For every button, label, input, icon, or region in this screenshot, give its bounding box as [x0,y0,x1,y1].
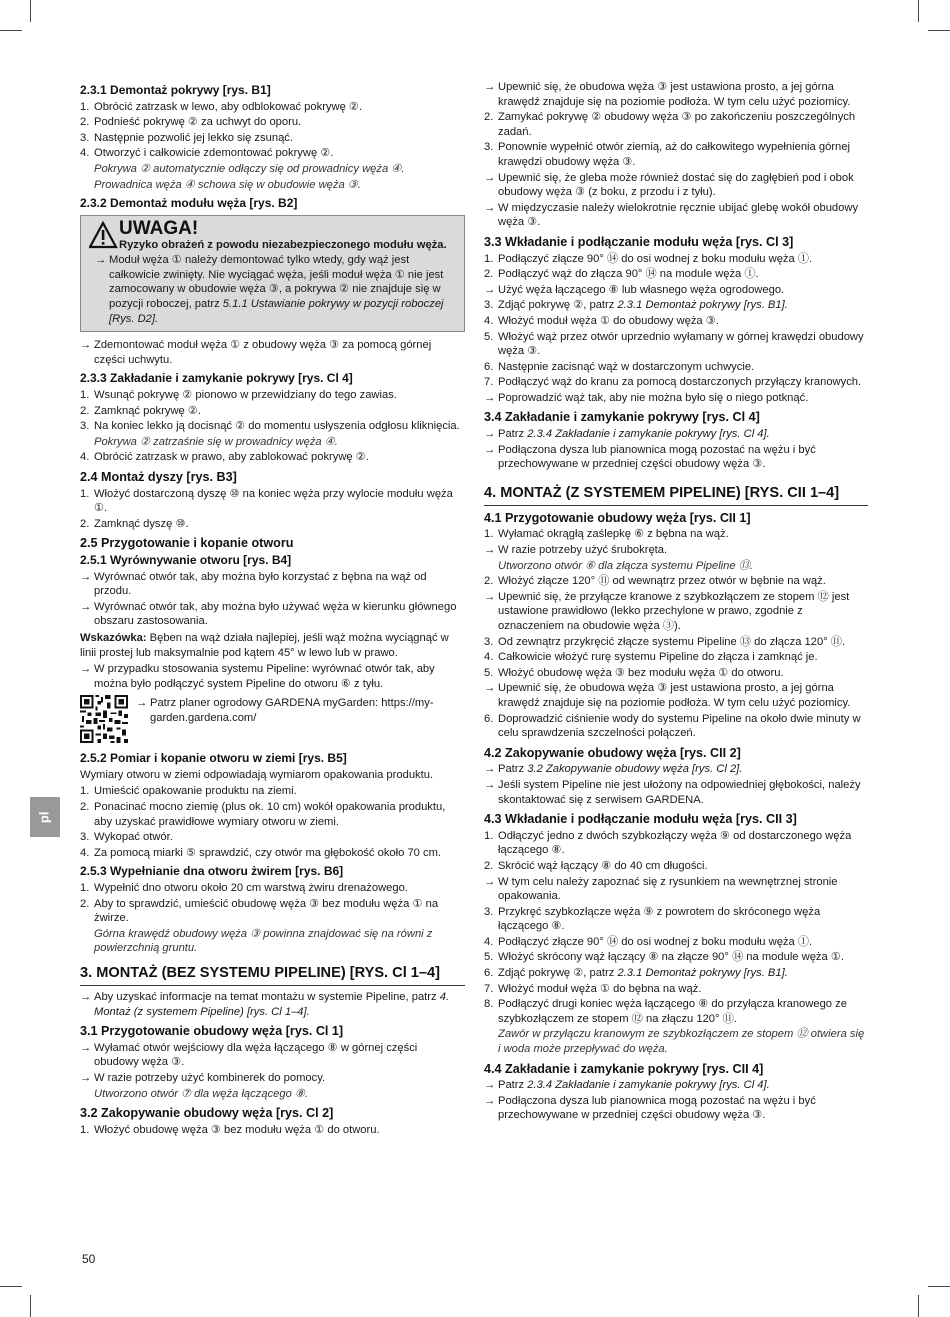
list-item: → W przypadku stosowania systemu Pipeline: wyrównać otwór tak, aby można było podłączyć system Pipeline do otworu ⑥ z tyłu. [80,663,435,690]
list-item: 1. Wypełnić dno otworu około 20 cm warstwą żwiru drenażowego. [80,882,408,895]
crop-mark [928,30,950,31]
list-item: 1. Wsunąć pokrywę ② pionowo w przewidziany do tego zawias. [80,389,397,401]
result-note: Pokrywa ② automatycznie odłączy się od prowadnicy węża ④. [94,162,405,175]
list-item: 3. Następnie pozwolić jej lekko się zsunąć. [80,131,293,144]
result-note: Utworzono otwór ⑥ dla złącza systemu Pipeline ⑬. [498,559,754,572]
warning-box [80,215,465,332]
cross-reference: 2.3.1 Demontaż pokrywy [rys. B1]. [617,299,788,312]
chapter-heading: 4. MONTAŻ (Z SYSTEMEM PIPELINE) [RYS. CII 1–4] [484,484,868,506]
list-item: 4. Włożyć moduł węża ① do obudowy węża ③. [484,314,719,327]
list-item: → Poprowadzić wąż tak, aby nie można było się o niego potknąć. [484,391,809,404]
cross-reference: 2.3.4 Zakładanie i zamykanie pokrywy [rys. Cl 4]. [527,428,770,441]
section-heading: 2.3.2 Demontaż modułu węża [rys. B2] [80,196,298,211]
list-item: 5. Włożyć wąż przez otwór uprzednio wyłamany w górnej krawędzi obudowy węża ③. [484,330,864,358]
list-item: 3. Ponownie wypełnić otwór ziemią, aż do całkowitego wypełnienia górnej krawędzi obudowy węża ③. [484,141,850,168]
list-item: 4. Otworzyć i całkowicie zdemontować pokrywę ②. [80,147,334,160]
section-heading: 4.2 Zakopywanie obudowy węża [rys. CII 2] [484,745,741,760]
mygarden-link[interactable]: Patrz planer ogrodowy GARDENA myGarden: https://my-garden.gardena.com/ [150,697,434,724]
warning-title: UWAGA! [119,217,199,239]
list-item: 7. Włożyć moduł węża ① do bębna na wąż. [484,982,702,995]
warning-triangle-icon [89,221,119,249]
warning-subtitle: Ryzyko obrażeń z powodu niezabezpieczonego modułu węża. [119,238,447,251]
cross-reference: 4. Montaż (z systemem Pipeline) [rys. Cl 1–4]. [94,991,450,1018]
list-item: → Zdemontować moduł węża ① z obudowy węża ③ za pomocą górnej części uchwytu. [80,339,432,366]
cross-reference: 5.1.1 Ustawianie pokrywy w pozycji roboczej [Rys. D2]. [109,298,444,325]
list-item: → Wyrównać otwór tak, aby można było korzystać z bębna na wąż od przodu. [80,570,427,598]
list-item: → W międzyczasie należy wielokrotnie ręcznie ubijać glebę wokół obudowy węża ③. [484,201,859,229]
list-item: 2. Aby to sprawdzić, umieścić obudowę węża ③ bez modułu węża ① na żwirze. [80,897,439,925]
language-tab: pl [30,797,60,837]
section-heading: 2.5.2 Pomiar i kopanie otworu w ziemi [rys. B5] [80,751,347,766]
list-item: 1. Podłączyć złącze 90° ⑭ do osi wodnej z boku modułu węża ①. [484,252,813,265]
list-item: → W razie potrzeby użyć śrubokręta. [484,544,668,557]
list-item: 2. Zamykać pokrywę ② obudowy węża ③ po zakończeniu poszczególnych zadań. [484,111,856,138]
section-heading: 4.3 Wkładanie i podłączanie modułu węża [rys. CII 3] [484,812,797,827]
list-item: → Patrz planer ogrodowy GARDENA myGarden: https://my-garden.gardena.com/ [136,696,465,742]
list-item: → Wyłamać otwór wejściowy dla węża łączącego ⑧ w górnej części obudowy węża ③. [80,1041,418,1069]
result-note: Utworzono otwór ⑦ dla węża łączącego ⑧. [94,1087,309,1100]
crop-mark [918,1295,919,1317]
list-item: 4. Obrócić zatrzask w prawo, aby zablokować pokrywę ②. [80,451,369,464]
list-item: → Użyć węża łączącego ⑧ lub własnego węża ogrodowego. [484,283,785,296]
list-item: → Podłączona dysza lub pianownica mogą pozostać na wężu i być przechowywane w przedniej części obudowy węża ③. [484,443,816,471]
list-item: 7. Podłączyć wąż do kranu za pomocą dostarczonych przyłączy kranowych. [484,376,862,389]
paragraph: Wymiary otworu w ziemi odpowiadają wymiarom opakowania produktu. [80,768,434,781]
result-note: Pokrywa ② zatrzaśnie się w prowadnicy węża ④. [94,435,338,448]
list-item: 3. Od zewnątrz przykręcić złącze systemu Pipeline ⑬ do złącza 120° ⑪. [484,635,846,648]
list-item: → W tym celu należy zapoznać się z rysunkiem na wewnętrznej stronie opakowania. [484,875,838,903]
list-item: 1. Umieścić opakowanie produktu na ziemi. [80,785,297,798]
list-item: → Upewnić się, że gleba może również dostać się do zagłębień pod i obok obudowy węża ③ (z boku, z przodu i z tyłu). [484,171,854,199]
list-item: 5. Włożyć skrócony wąż łączący ⑧ na złącze 90° ⑭ na module węża ①. [484,951,844,964]
list-item: 6. Doprowadzić ciśnienie wody do systemu Pipeline na około dwie minuty w celu sprawdzenia szczelności połączeń. [484,712,861,740]
list-item: → W razie potrzeby użyć kombinerek do pomocy. [80,1071,326,1084]
list-item: 1. Włożyć dostarczoną dyszę ⑩ na koniec węża przy wylocie modułu węża ①. [80,487,453,515]
list-item: → Patrz 2.3.4 Zakładanie i zamykanie pokrywy [rys. Cl 4]. [484,428,770,441]
list-item: → Upewnić się, że obudowa węża ③ jest ustawiona prosto, a jej górna krawędź znajduje się na poziomie podłoża. W tym celu użyć poziomicy. [484,81,851,108]
list-item: → Jeśli system Pipeline nie jest ułożony na odpowiedniej głębokości, należy skontaktować się z serwisem GARDENA. [484,778,861,806]
cross-reference: 3.2 Zakopywanie obudowy węża [rys. Cl 2]. [527,763,743,776]
list-item: 4. Podłączyć złącze 90° ⑭ do osi wodnej z boku modułu węża ①. [484,935,813,948]
list-item: 1. Włożyć obudowę węża ③ bez modułu węża ① do otworu. [80,1123,380,1136]
list-item: → Wyrównać otwór tak, aby można było używać węża w kierunku głównego obszaru zastosowania. [80,600,457,628]
list-item: 2. Włożyć złącze 120° ⑪ od wewnątrz przez otwór w bębnie na wąż. [484,575,826,588]
cross-reference: 2.3.4 Zakładanie i zamykanie pokrywy [rys. Cl 4]. [527,1079,770,1092]
list-item: → Aby uzyskać informacje na temat montażu w systemie Pipeline, patrz 4. Montaż (z systemem Pipeline) [rys. Cl 1–4]. [80,991,450,1018]
result-note: Prowadnica węża ④ schowa się w obudowie węża ③. [94,178,361,191]
section-heading: 4.4 Zakładanie i zamykanie pokrywy [rys. CII 4] [484,1061,764,1076]
result-note: Zawór w przyłączu kranowym ze szybkozłączem ze stopem ⑫ otwiera się i woda może przepływać do węża. [498,1028,865,1056]
crop-mark [928,1286,950,1287]
list-item: 2. Zamknąć pokrywę ②. [80,404,202,417]
section-heading: 2.4 Montaż dyszy [rys. B3] [80,469,237,484]
page-number: 50 [82,1252,96,1266]
qr-reference [80,695,465,743]
list-item: 6. Następnie zacisnąć wąż w dostarczonym uchwycie. [484,360,755,373]
list-item: 2. Skrócić wąż łączący ⑧ do 40 cm długości. [484,859,708,872]
list-item: → Patrz 2.3.4 Zakładanie i zamykanie pokrywy [rys. Cl 4]. [484,1079,770,1092]
list-item: 1. Wyłamać okrągłą zaślepkę ⑥ z bębna na wąż. [484,528,729,541]
right-column [484,79,868,1124]
warning-item: → Moduł węża ① należy demontować tylko wtedy, gdy wąż jest całkowicie zwinięty. Nie wyciągać węża, jeśli moduł węża ① nie jest zamocowany w obudowie węża ③, a pokrywa ② nie znajduje się w pozycji roboczej, patrz 5.1.1 Ustawianie pokrywy w pozycji roboczej [Rys. D2]. [95,254,444,325]
list-item: 1. Odłączyć jedno z dwóch szybkozłączy węża ⑨ od dostarczonego węża łączącego ⑧. [484,829,852,857]
list-item: 1. Obrócić zatrzask w lewo, aby odblokować pokrywę ②. [80,100,363,113]
list-item: → Upewnić się, że obudowa węża ③ jest ustawiona prosto, a jej górna krawędź znajduje się na poziomie podłoża. W tym celu użyć poziomicy. [484,682,851,709]
list-item: 2. Podnieść pokrywę ② za uchwyt do oporu. [80,116,302,129]
list-item: 8. Podłączyć drugi koniec węża łączącego ⑧ do przyłącza kranowego ze szybkozłączem ze stopem ⑫ na złączu 120° ⑪. [484,998,847,1025]
list-item: → Upewnić się, że przyłącze kranowe z szybkozłączem ze stopem ⑫ jest ustawione prawidłowo (lekko przechylone w prawo, zgodnie z oznaczeniem na obudowie węża ③). [484,590,850,632]
section-heading: 2.3.1 Demontaż pokrywy [rys. B1] [80,83,271,97]
qr-code-icon [80,695,128,743]
section-heading: 2.5 Przygotowanie i kopanie otworu [80,536,294,551]
crop-mark [0,30,22,31]
crop-mark [918,0,919,22]
list-item: 3. Zdjąć pokrywę ②, patrz 2.3.1 Demontaż pokrywy [rys. B1]. [484,299,788,312]
list-item: 6. Zdjąć pokrywę ②, patrz 2.3.1 Demontaż pokrywy [rys. B1]. [484,967,788,980]
section-heading: 2.5.1 Wyrównywanie otworu [rys. B4] [80,552,292,567]
list-item: 2. Zamknąć dyszę ⑩. [80,517,189,530]
section-heading: 3.3 Wkładanie i podłączanie modułu węża [rys. Cl 3] [484,234,794,249]
list-item: 4. Za pomocą miarki ⑤ sprawdzić, czy otwór ma głębokość około 70 cm. [80,846,442,859]
section-heading: 2.3.3 Zakładanie i zamykanie pokrywy [rys. Cl 4] [80,371,353,386]
left-column [80,79,465,1138]
section-heading: 3.1 Przygotowanie obudowy węża [rys. Cl 1] [80,1024,344,1039]
section-heading: 2.5.3 Wypełnianie dna otworu żwirem [rys. B6] [80,864,344,879]
list-item: 5. Włożyć obudowę węża ③ bez modułu węża ① do otworu. [484,666,784,679]
list-item: 3. Przykręć szybkozłącze węża ⑨ z powrotem do skróconego węża łączącego ⑧. [484,905,821,933]
list-item: 4. Całkowicie włożyć rurę systemu Pipeline do złącza i zamknąć je. [484,651,818,664]
list-item: 2. Ponacinać mocno ziemię (plus ok. 10 cm) wokół opakowania produktu, aby uzyskać prawidłowe wymiary otworu w ziemi. [80,801,446,828]
section-heading: 3.4 Zakładanie i zamykanie pokrywy [rys. Cl 4] [484,410,760,425]
crop-mark [30,1295,31,1317]
list-item: → Podłączona dysza lub pianownica mogą pozostać na wężu i być przechowywane w przedniej części obudowy węża ③. [484,1094,816,1122]
list-item: 2. Podłączyć wąż do złącza 90° ⑭ na module węża ①. [484,268,759,281]
list-item: → Patrz 3.2 Zakopywanie obudowy węża [rys. Cl 2]. [484,763,743,776]
list-item: 3. Na koniec lekko ją docisnąć ② do momentu usłyszenia odgłosu kliknięcia. [80,420,460,433]
list-item: 3. Wykopać otwór. [80,831,173,844]
section-heading: 4.1 Przygotowanie obudowy węża [rys. CII 1] [484,510,751,525]
crop-mark [30,0,31,22]
hint-paragraph: Wskazówka: Bęben na wąż działa najlepiej, jeśli wąż można wyciągnąć w linii prostej lub maksymalnie pod kątem 45° w lewo lub w prawo. [80,631,449,659]
cross-reference: 2.3.1 Demontaż pokrywy [rys. B1]. [617,967,788,980]
chapter-heading: 3. MONTAŻ (BEZ SYSTEMU PIPELINE) [RYS. Cl 1–4] [80,964,465,986]
crop-mark [0,1286,22,1287]
result-note: Górna krawędź obudowy węża ③ powinna znajdować się na równi z powierzchnią gruntu. [94,927,433,955]
section-heading: 3.2 Zakopywanie obudowy węża [rys. Cl 2] [80,1106,334,1121]
